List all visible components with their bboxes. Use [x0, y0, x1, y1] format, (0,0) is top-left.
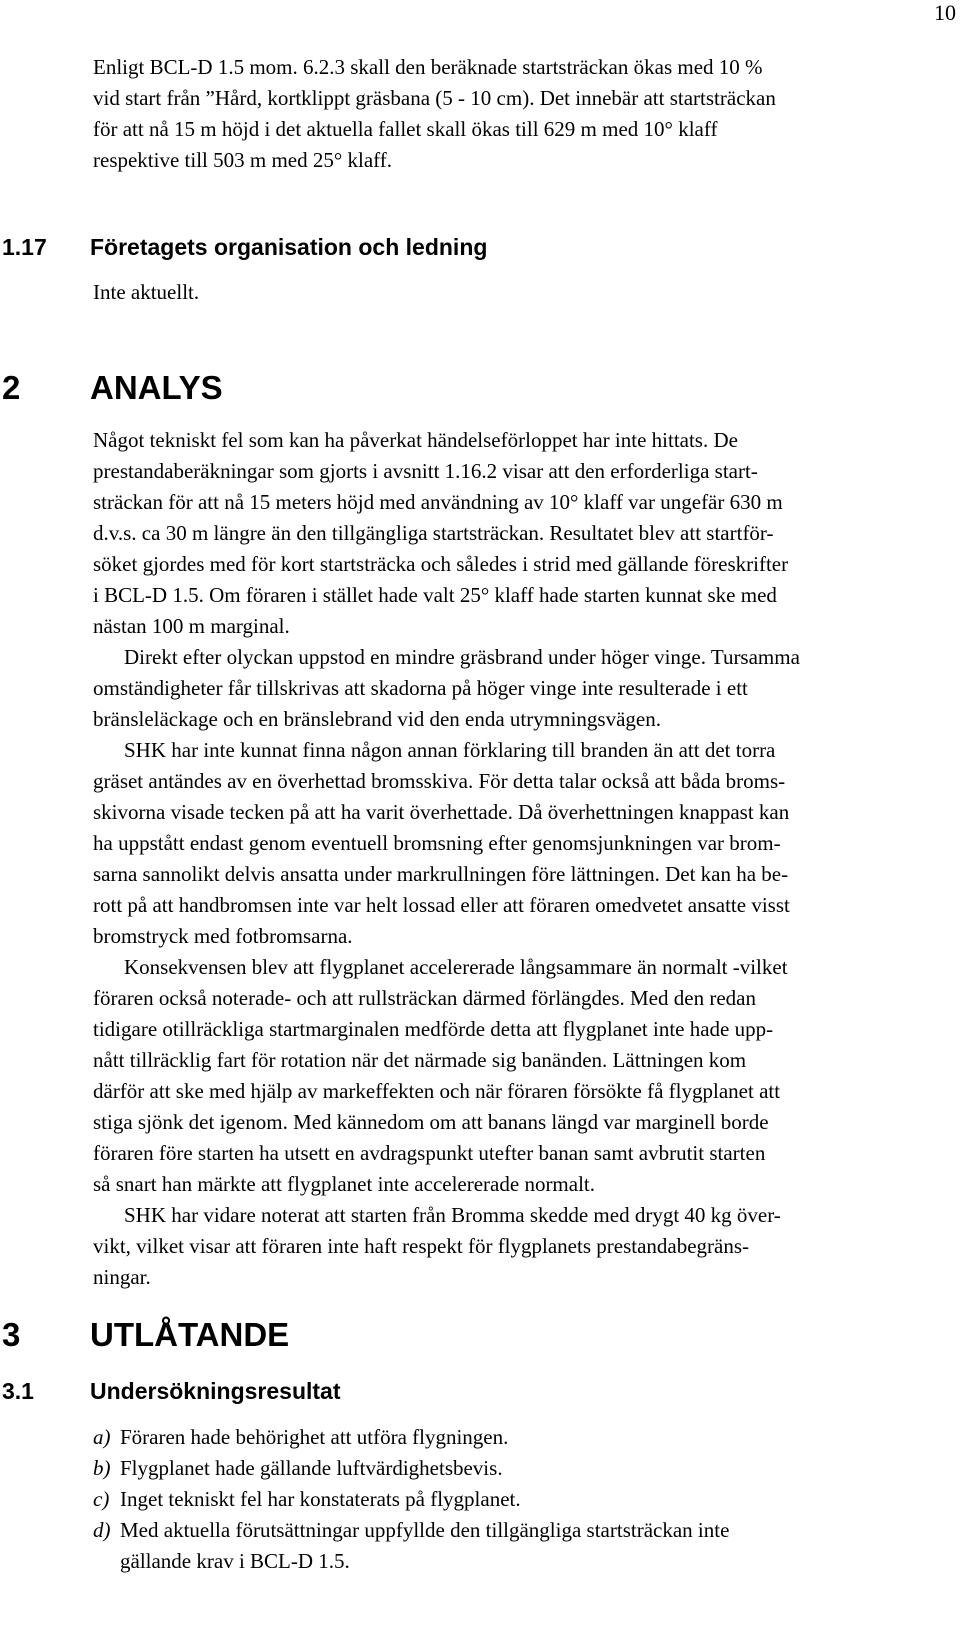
section-title: Företagets organisation och ledning [90, 234, 488, 260]
text-line: SHK har inte kunnat finna någon annan förklaring till branden än att det torra [124, 738, 776, 762]
text-line: tidigare otillräckliga startmarginalen medförde detta att flygplanet inte hade upp- [93, 1017, 774, 1041]
paragraph [93, 1200, 933, 1293]
text-line: Inget tekniskt fel har konstaterats på flygplanet. [120, 1487, 521, 1511]
section-number: 2 [2, 369, 21, 406]
findings-list [93, 1422, 933, 1577]
list-item [93, 1515, 933, 1577]
text-line: Föraren hade behörighet att utföra flygningen. [120, 1425, 509, 1449]
list-item [93, 1484, 933, 1515]
text-line: stiga sjönk det igenom. Med kännedom om att banans längd var marginell borde [93, 1110, 769, 1134]
text-line: Något tekniskt fel som kan ha påverkat händelseförloppet har inte hittats. De [93, 428, 738, 452]
text-line: Konsekvensen blev att flygplanet accelererade långsammare än normalt -vilket [124, 955, 788, 979]
text-line: Med aktuella förutsättningar uppfyllde den tillgängliga startsträckan inte [120, 1518, 730, 1542]
text-line: i BCL-D 1.5. Om föraren i stället hade valt 25° klaff hade starten kunnat ske med [93, 583, 777, 607]
text-line: omständigheter får tillskrivas att skadorna på höger vinge inte resulterade i ett [93, 676, 748, 700]
page-number: 10 [934, 0, 956, 25]
text-line: prestandaberäkningar som gjorts i avsnitt 1.16.2 visar att den erforderliga start- [93, 459, 758, 483]
list-item [93, 1453, 933, 1484]
list-item [93, 1422, 933, 1453]
paragraph [93, 952, 933, 1200]
text-line: föraren före starten ha utsett en avdragspunkt utefter banan samt avbrutit starten [93, 1141, 766, 1165]
section-heading-3-1 [2, 1377, 702, 1405]
text-line: respektive till 503 m med 25° klaff. [93, 148, 393, 172]
section-heading-2 [2, 368, 702, 408]
text-line: d.v.s. ca 30 m längre än den tillgängliga startsträckan. Resultatet blev att startför- [93, 521, 774, 545]
text-line: rott på att handbromsen inte var helt lossad eller att föraren omedvetet ansatte visst [93, 893, 790, 917]
section-title: ANALYS [90, 369, 223, 406]
section-heading-3 [2, 1315, 702, 1355]
text-line: vikt, vilket visar att föraren inte haft respekt för flygplanets prestandabegräns- [93, 1234, 750, 1258]
text-line: föraren också noterade- och att rullsträckan därmed förlängdes. Med den redan [93, 986, 756, 1010]
section-number: 3 [2, 1316, 21, 1353]
text-line: sarna sannolikt delvis ansatta under markrullningen före lättningen. Det kan ha be- [93, 862, 789, 886]
text-line: så snart han märkte att flygplanet inte accelererade normalt. [93, 1172, 596, 1196]
text-line: bränsleläckage och en bränslebrand vid den enda utrymningsvägen. [93, 707, 661, 731]
text-line: Flygplanet hade gällande luftvärdighetsbevis. [120, 1456, 503, 1480]
text-line: därför att ske med hjälp av markeffekten och när föraren försökte få flygplanet att [93, 1079, 781, 1103]
section-number: 1.17 [2, 234, 47, 260]
section-title: Undersökningsresultat [90, 1378, 341, 1404]
text-line: skivorna visade tecken på att ha varit överhettade. Då överhettningen knappast kan [93, 800, 790, 824]
paragraph [93, 425, 933, 642]
text-line: för att nå 15 m höjd i det aktuella fallet skall ökas till 629 m med 10° klaff [93, 117, 718, 141]
list-marker: d) [93, 1518, 111, 1542]
text-line: bromstryck med fotbromsarna. [93, 924, 353, 948]
paragraph [93, 735, 933, 952]
section-1-17-body [93, 277, 933, 308]
section-number: 3.1 [2, 1378, 34, 1404]
text-line: ningar. [93, 1265, 151, 1289]
text-line: vid start från ”Hård, kortklippt gräsbana (5 - 10 cm). Det innebär att startsträckan [93, 86, 776, 110]
text-line: Enligt BCL-D 1.5 mom. 6.2.3 skall den beräknade startsträckan ökas med 10 % [93, 55, 763, 79]
intro-paragraph [93, 52, 933, 176]
list-marker: c) [93, 1487, 110, 1511]
text-line: sträckan för att nå 15 meters höjd med användning av 10° klaff var ungefär 630 m [93, 490, 783, 514]
text-line: nästan 100 m marginal. [93, 614, 290, 638]
text-line: SHK har vidare noterat att starten från Bromma skedde med drygt 40 kg över- [124, 1203, 781, 1227]
text-line: gräset antändes av en överhettad bromsskiva. För detta talar också att båda broms- [93, 769, 786, 793]
text-line: nått tillräcklig fart för rotation när det närmade sig banänden. Lättningen kom [93, 1048, 747, 1072]
analysis-text [93, 425, 933, 1293]
paragraph [93, 642, 933, 735]
text-line: söket gjordes med för kort startsträcka och således i strid med gällande föreskrifter [93, 552, 789, 576]
text-line: gällande krav i BCL-D 1.5. [120, 1549, 350, 1573]
section-heading-1-17 [2, 233, 702, 261]
list-marker: a) [93, 1425, 111, 1449]
text-line: Inte aktuellt. [93, 280, 200, 304]
text-line: ha uppstått endast genom eventuell bromsning efter genomsjunkningen var brom- [93, 831, 781, 855]
list-marker: b) [93, 1456, 111, 1480]
section-title: UTLÅTANDE [90, 1316, 290, 1353]
text-line: Direkt efter olyckan uppstod en mindre gräsbrand under höger vinge. Tursamma [124, 645, 800, 669]
